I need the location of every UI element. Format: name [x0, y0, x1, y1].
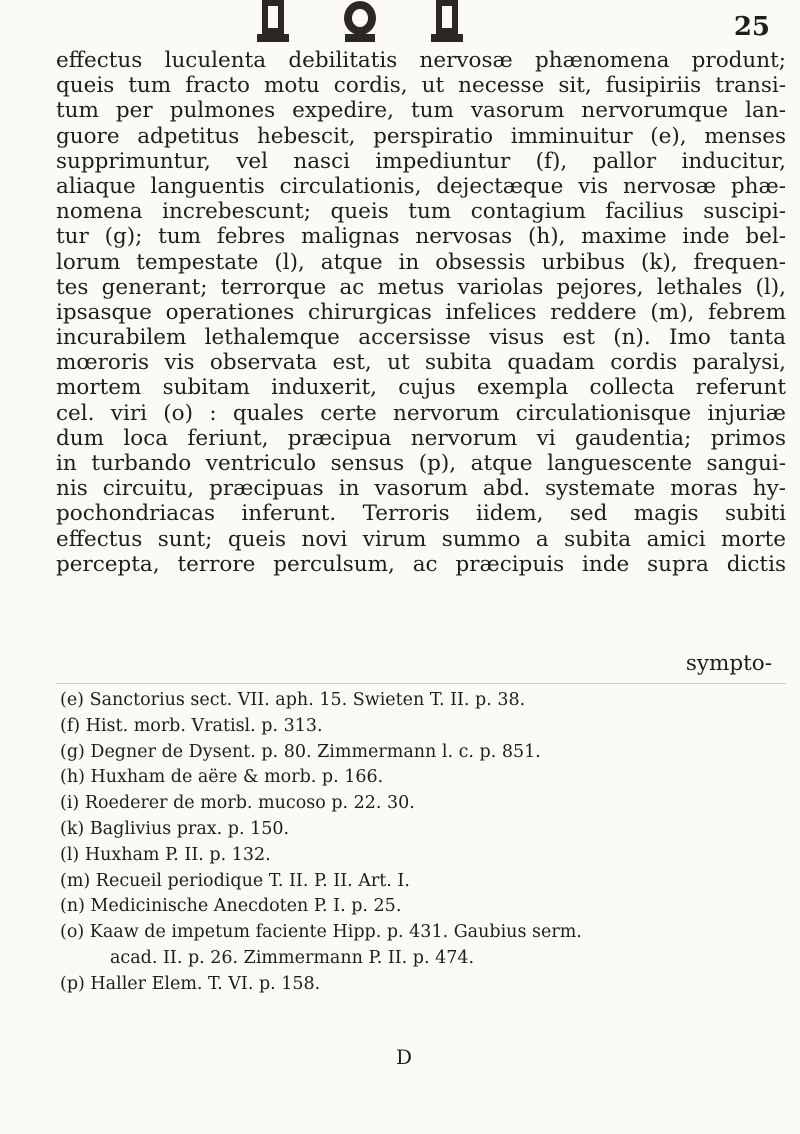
footnote: (l) Huxham P. II. p. 132. — [60, 844, 271, 865]
text-line: tes generant; terrorque ac metus variolas pejores, lethales (l), — [56, 274, 786, 300]
text-line: dum loca feriunt, præcipua nervorum vi gaudentia; primos — [56, 425, 786, 451]
footnote-divider — [56, 683, 786, 684]
catchword: sympto- — [685, 651, 772, 676]
text-line: lorum tempestate (l), atque in obsessis urbibus (k), frequen- — [56, 249, 786, 275]
text-line: pochondriacas inferunt. Terroris iidem, sed magis subiti — [56, 501, 786, 527]
text-line: queis tum fracto motu cordis, ut necesse sit, fusipiriis transi- — [56, 73, 786, 99]
text-line: effectus luculenta debilitatis nervosæ phænomena produnt; — [56, 48, 786, 73]
ornament-icon — [254, 0, 292, 44]
text-line: aliaque languentis circulationis, dejectæque vis nervosæ phæ- — [56, 173, 786, 199]
footnote: (f) Hist. morb. Vratisl. p. 313. — [60, 715, 323, 736]
header-ornaments — [230, 0, 490, 48]
footnotes — [60, 688, 780, 998]
main-text — [56, 48, 786, 577]
text-line: nis circuitu, præcipuas in vasorum abd. systemate moras hy- — [56, 476, 786, 502]
text-line: guore adpetitus hebescit, perspiratio imminuitur (e), menses — [56, 123, 786, 149]
footnote: (k) Baglivius prax. p. 150. — [60, 818, 290, 839]
footnote: (e) Sanctorius sect. VII. aph. 15. Swieten T. II. p. 38. — [60, 690, 526, 710]
footnote: (n) Medicinische Anecdoten P. I. p. 25. — [60, 896, 402, 917]
text-line: tur (g); tum febres malignas nervosas (h), maxime inde bel- — [56, 224, 786, 250]
footnote: (i) Roederer de morb. mucoso p. 22. 30. — [60, 793, 415, 814]
page-number: 25 — [733, 12, 770, 42]
text-line: cel. viri (o) : quales certe nervorum circulationisque injuriæ — [56, 400, 786, 426]
ornament-icon — [341, 0, 379, 44]
footnote: (o) Kaaw de impetum faciente Hipp. p. 431. Gaubius serm. — [60, 922, 582, 943]
text-line: mortem subitam induxerit, cujus exempla collecta referunt — [56, 375, 786, 401]
footnote-continuation: acad. II. p. 26. Zimmermann P. II. p. 474. — [110, 947, 475, 968]
text-line: in turbando ventriculo sensus (p), atque languescente sangui- — [56, 451, 786, 476]
text-line: effectus sunt; queis novi virum summo a subita amici morte — [56, 526, 786, 552]
signature-mark: D — [396, 1045, 413, 1069]
text-line: tum per pulmones expedire, tum vasorum nervorumque lan- — [56, 98, 786, 124]
text-line: mœroris vis observata est, ut subita quadam cordis paralysi, — [56, 350, 786, 376]
text-line: nomena increbescunt; queis tum contagium facilius suscipi- — [56, 199, 786, 225]
text-line: ipsasque operationes chirurgicas infelices reddere (m), febrem — [56, 299, 786, 325]
footnote: (g) Degner de Dysent. p. 80. Zimmermann l. c. p. 851. — [60, 741, 541, 762]
text-line: percepta, terrore perculsum, ac præcipuis inde supra dictis — [56, 551, 786, 577]
ornament-icon — [428, 0, 466, 44]
footnote: (m) Recueil periodique T. II. P. II. Art. I. — [60, 870, 410, 891]
text-line: supprimuntur, vel nasci impediuntur (f), pallor inducitur, — [56, 148, 786, 174]
footnote: (h) Huxham de aëre & morb. p. 166. — [60, 767, 384, 788]
text-line: incurabilem lethalemque accersisse visus est (n). Imo tanta — [56, 325, 786, 351]
footnote: (p) Haller Elem. T. VI. p. 158. — [60, 973, 321, 994]
